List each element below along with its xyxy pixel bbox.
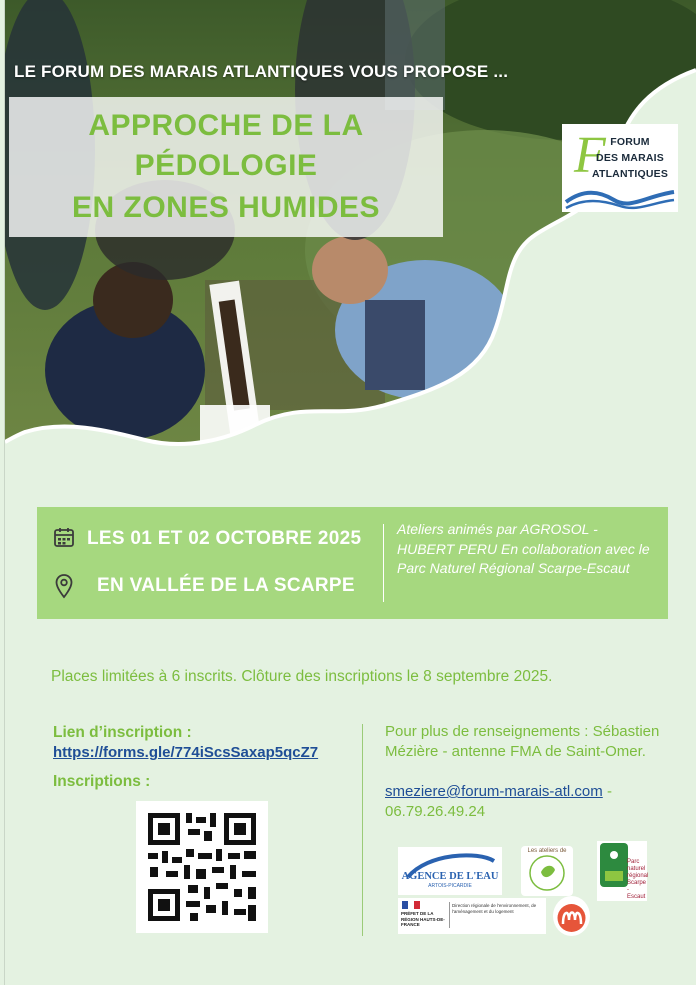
logo-line-2: DES MARAIS: [596, 152, 664, 164]
ateliers-text: Les ateliers de: [527, 848, 567, 854]
qr-code[interactable]: [136, 801, 268, 933]
prefet-divider: [449, 902, 450, 928]
contact-separator: -: [606, 783, 612, 800]
qr-label: Inscriptions :: [53, 773, 151, 790]
contact-section: [385, 722, 675, 822]
title-line-1: APPROCHE DE LA: [88, 109, 364, 142]
dreal-text: Direction régionale de l'environnement, de l'aménagement et du logement: [452, 903, 537, 914]
qr-code-image: [136, 801, 268, 933]
event-place: EN VALLÉE DE LA SCARPE: [97, 575, 355, 596]
event-details: Ateliers animés par AGROSOL - HUBERT PERU En collaboration avec le Parc Naturel Régional Scarpe-Escaut: [397, 521, 650, 576]
title-box: [9, 97, 443, 237]
contact-email-link[interactable]: smeziere@forum-marais-atl.com: [385, 783, 603, 800]
calendar-icon: [53, 526, 75, 548]
title-line-3: EN ZONES HUMIDES: [71, 191, 381, 224]
agence-eau-subtext: ARTOIS-PICARDIE: [428, 883, 472, 889]
agence-eau-text: AGENCE DE L'EAU: [401, 871, 499, 882]
title-line-2: PÉDOLOGIE: [134, 149, 318, 182]
contact-mail-line: [385, 782, 675, 822]
parc-scarpe-logo: [597, 841, 647, 901]
forum-marais-logo: [562, 124, 678, 212]
contact-phone: 06.79.26.49.24: [385, 803, 486, 820]
prefet-dreal-logo: [398, 898, 546, 934]
logo-waves: [562, 186, 678, 212]
ateliers-logo: [521, 846, 573, 896]
column-divider: [362, 724, 363, 936]
places-note: Places limitées à 6 inscrits. Clôture des inscriptions le 8 septembre 2025.: [51, 668, 553, 685]
logo-line-3: ATLANTIQUES: [591, 168, 669, 180]
link-label: Lien d’inscription :: [53, 724, 192, 741]
agence-eau-logo: [398, 847, 502, 895]
parc-text: Parc naturel régional Scarpe - Escaut: [627, 859, 649, 900]
flag-mark: [402, 901, 420, 909]
event-date: LES 01 ET 02 OCTOBRE 2025: [87, 528, 362, 549]
logo-line-1: FORUM: [610, 136, 650, 148]
location-pin-icon: [55, 573, 73, 599]
agrosol-logo: [553, 896, 590, 936]
info-divider: [383, 524, 384, 602]
contact-info: Pour plus de renseignements : Sébastien Mézière - antenne FMA de Saint-Omer.: [385, 723, 660, 760]
prefet-text: PRÉFET DE LA RÉGION HAUTS-DE-FRANCE: [401, 911, 445, 927]
event-info-bar: [37, 507, 668, 619]
agrosol-emblem: [553, 896, 590, 936]
registration-link[interactable]: https://forms.gle/774iScsSaxap5qcZ7: [53, 744, 319, 761]
logo-mark: F: [574, 127, 606, 184]
registration-section: [53, 724, 353, 791]
kicker-text: LE FORUM DES MARAIS ATLANTIQUES VOUS PROPOSE ...: [14, 62, 509, 81]
